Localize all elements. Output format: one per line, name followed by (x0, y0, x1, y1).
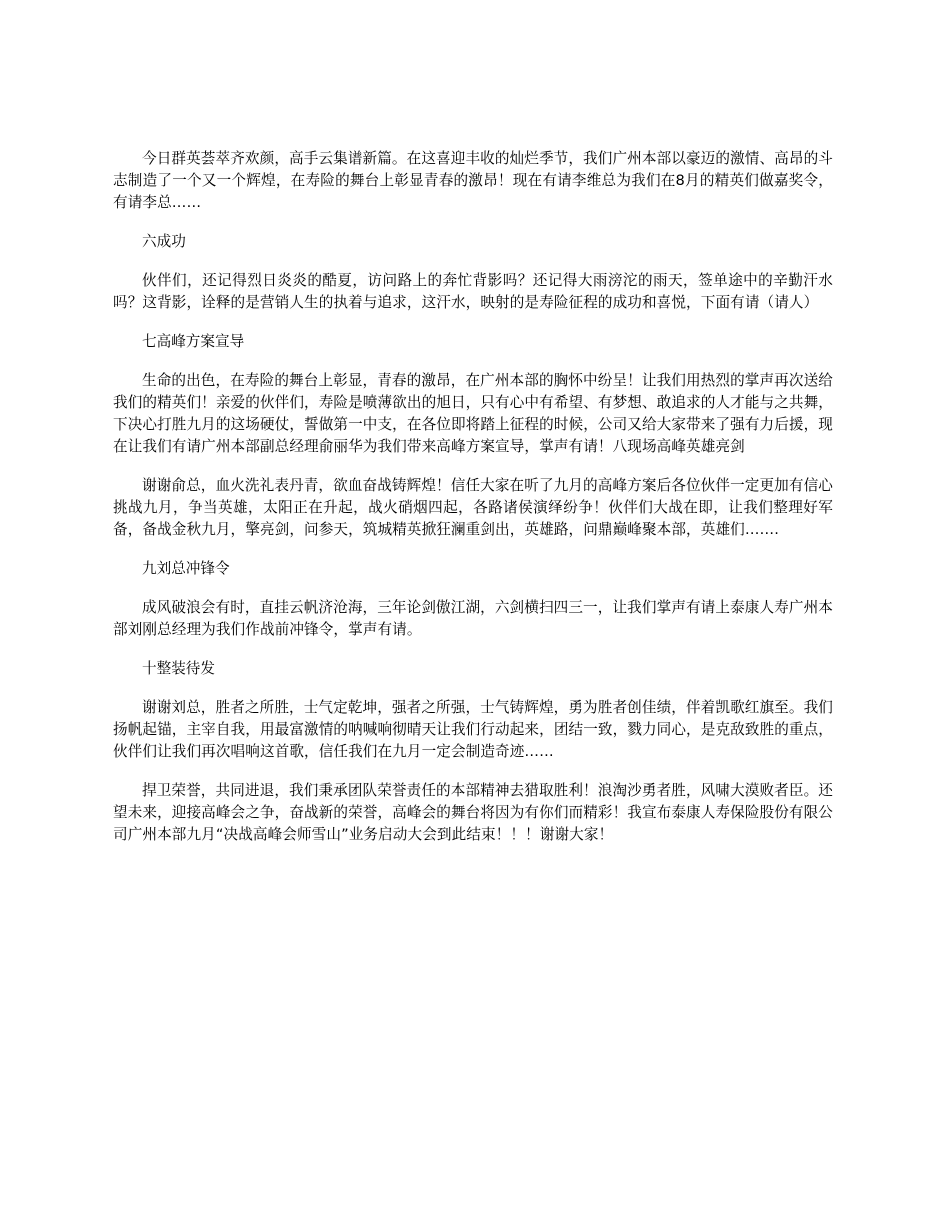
paragraph-thanks-yu: 谢谢俞总，血火洗礼表丹青，欲血奋战铸辉煌！信任大家在听了九月的高峰方案后各位伙伴一定更加有信心挑战九月，争当英雄，太阳正在升起，战火硝烟四起，各路诸侯演绎纷争！伙伴们大战在即，让我们整理好军备，备战金秋九月，擎亮剑，问参天，筑城精英掀狂澜重剑出，英雄路，问鼎巅峰聚本部，英雄们……. (113, 477, 833, 538)
section-heading-10: 十整装待发 (142, 660, 215, 677)
paragraph-peak-plan: 生命的出色，在寿险的舞台上彰显，青春的激昂，在广州本部的胸怀中纷呈！让我们用热烈的掌声再次送给我们的精英们！亲爱的伙伴们，寿险是喷薄欲出的旭日，只有心中有希望、有梦想、敢追求的人才能与之共舞，下决心打胜九月的这场硬仗，誓做第一中支，在各位即将踏上征程的时候，公司又给大家带来了强有力后援，现在让我们有请广州本部副总经理俞丽华为我们带来高峰方案宣导，掌声有请！八现场高峰英雄亮剑 (113, 372, 833, 455)
document-body (113, 148, 833, 863)
paragraph-opening: 今日群英荟萃齐欢颜，高手云集谱新篇。在这喜迎丰收的灿烂季节，我们广州本部以豪迈的激情、高昂的斗志制造了一个又一个辉煌，在寿险的舞台上彰显青春的激昂！现在有请李维总为我们在8月的精英们做嘉奖令，有请李总…… (113, 150, 833, 211)
paragraph-success: 伙伴们，还记得烈日炎炎的酷夏，访问路上的奔忙背影吗？还记得大雨滂沱的雨天，签单途中的辛勤汗水吗？这背影，诠释的是营销人生的执着与追求，这汗水，映射的是寿险征程的成功和喜悦，下面有请（请人） (113, 272, 833, 311)
paragraph-closing: 捍卫荣誉，共同进退，我们秉承团队荣誉责任的本部精神去猎取胜利！浪淘沙勇者胜，风啸大漠败者臣。还望未来，迎接高峰会之争，奋战新的荣誉，高峰会的舞台将因为有你们而精彩！我宣布泰康人寿保险股份有限公司广州本部九月“决战高峰会师雪山”业务启动大会到此结束！！！谢谢大家！ (113, 782, 833, 843)
section-heading-7: 七高峰方案宣导 (142, 333, 245, 350)
paragraph-charge-order: 成风破浪会有时，直挂云帆济沧海，三年论剑傲江湖，六剑横扫四三一，让我们掌声有请上泰康人寿广州本部刘刚总经理为我们作战前冲锋令，掌声有请。 (113, 599, 833, 638)
section-heading-6: 六成功 (142, 233, 186, 250)
paragraph-thanks-liu: 谢谢刘总，胜者之所胜，士气定乾坤，强者之所强，士气铸辉煌，勇为胜者创佳绩，伴着凯歌红旗至。我们扬帆起锚，主宰自我，用最富激情的呐喊响彻晴天让我们行动起来，团结一致，戮力同心，是克敌致胜的重点，伙伴们让我们再次唱响这首歌，信任我们在九月一定会制造奇迹…… (113, 699, 833, 760)
section-heading-9: 九刘总冲锋令 (142, 560, 230, 577)
